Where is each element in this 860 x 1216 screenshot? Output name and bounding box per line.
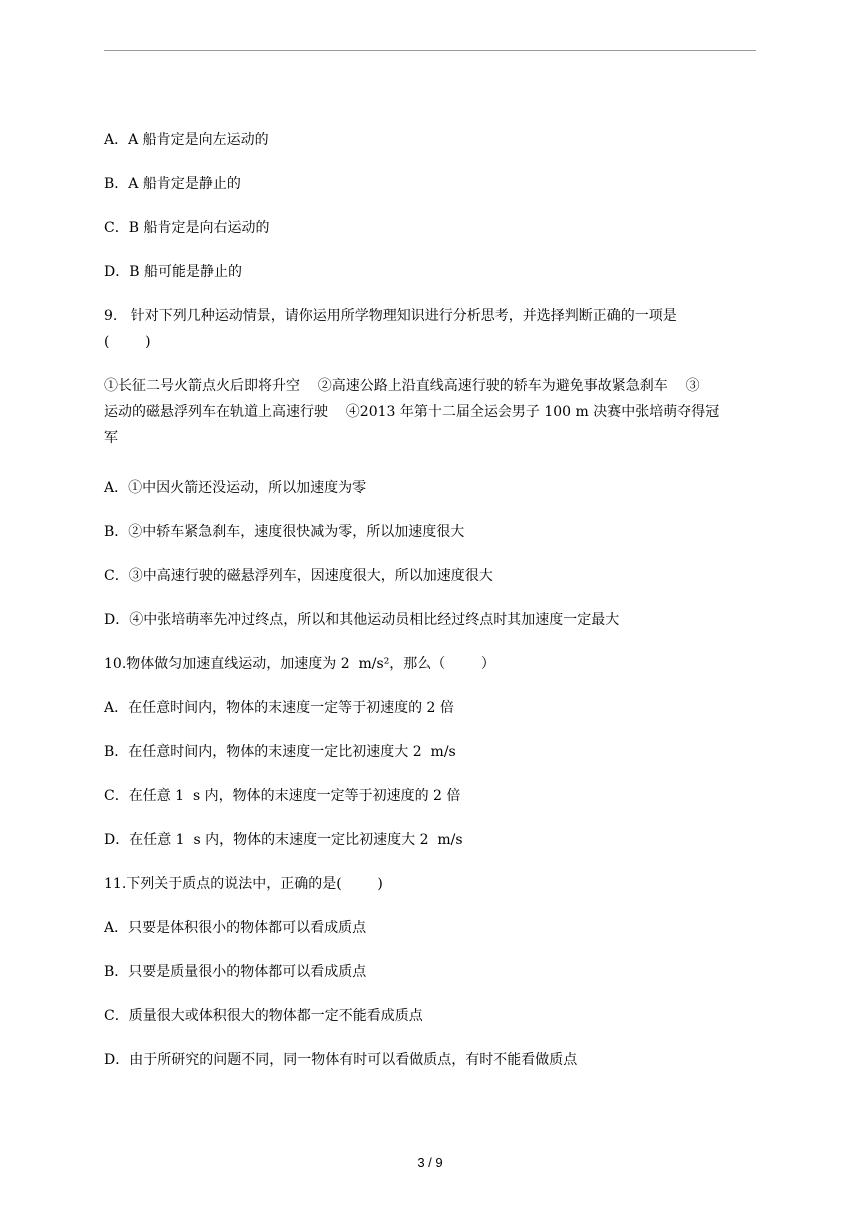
- q11-option-b: B．只要是质量很小的物体都可以看成质点: [104, 964, 367, 980]
- q9-option-c: C．③中高速行驶的磁悬浮列车，因速度很大，所以加速度很大: [104, 568, 493, 584]
- q8-option-b: B．A 船肯定是静止的: [104, 176, 241, 192]
- q11-option-d: D．由于所研究的问题不同，同一物体有时可以看做质点，有时不能看做质点: [104, 1052, 578, 1068]
- q9-option-a: A．①中因火箭还没运动，所以加速度为零: [104, 480, 367, 496]
- q9-option-d: D．④中张培萌率先冲过终点，所以和其他运动员相比经过终点时其加速度一定最大: [104, 612, 620, 628]
- q9-stem: [104, 306, 760, 352]
- q10-option-c: C．在任意 1 s 内，物体的末速度一定等于初速度的 2 倍: [104, 788, 461, 804]
- q9-scenario-line-3: 军: [104, 430, 118, 446]
- q9-stem-line-1: 9. 针对下列几种运动情景，请你运用所学物理知识进行分析思考，并选择判断正确的一项是: [104, 308, 677, 324]
- q11-stem: 11.下列关于质点的说法中，正确的是( ): [104, 876, 383, 892]
- q10-stem: 10.物体做匀加速直线运动，加速度为 2 m/s²，那么（ ）: [104, 656, 495, 672]
- q9-scenario-line-2: 运动的磁悬浮列车在轨道上高速行驶 ④2013 年第十二届全运会男子 100 m 决赛中张培萌夺得冠: [104, 404, 720, 420]
- q9-scenarios: [104, 376, 760, 448]
- q9-scenario-line-1: ①长征二号火箭点火后即将升空 ②高速公路上沿直线高速行驶的轿车为避免事故紧急刹车 ③: [104, 378, 700, 394]
- header-rule: [104, 50, 756, 51]
- q9-stem-line-2: ( ): [104, 334, 151, 350]
- q9-option-b: B．②中轿车紧急刹车，速度很快减为零，所以加速度很大: [104, 524, 465, 540]
- q11-option-c: C．质量很大或体积很大的物体都一定不能看成质点: [104, 1008, 423, 1024]
- q11-option-a: A．只要是体积很小的物体都可以看成质点: [104, 920, 367, 936]
- q10-option-d: D．在任意 1 s 内，物体的末速度一定比初速度大 2 m/s: [104, 832, 463, 848]
- page-number: 3 / 9: [417, 1155, 443, 1170]
- q8-option-a: A．A 船肯定是向左运动的: [104, 132, 269, 148]
- q8-option-d: D．B 船可能是静止的: [104, 264, 242, 280]
- q10-option-a: A．在任意时间内，物体的末速度一定等于初速度的 2 倍: [104, 700, 454, 716]
- q10-option-b: B．在任意时间内，物体的末速度一定比初速度大 2 m/s: [104, 744, 456, 760]
- q8-option-c: C．B 船肯定是向右运动的: [104, 220, 270, 236]
